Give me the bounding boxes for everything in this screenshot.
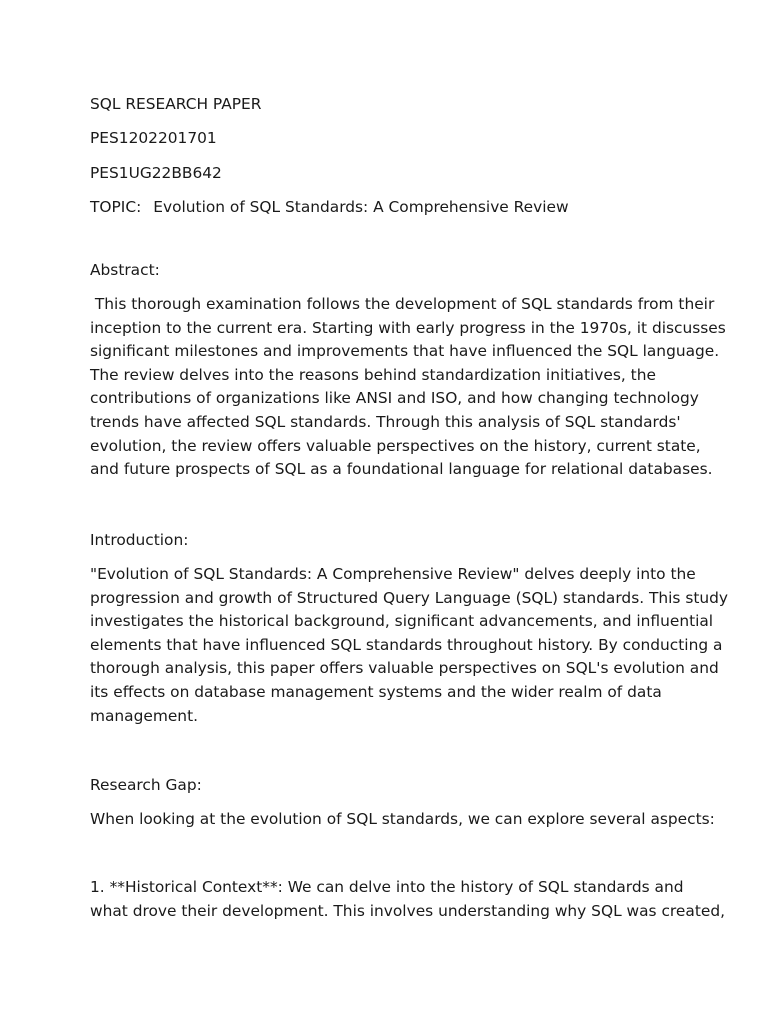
abstract-line: and future prospects of SQL as a foundational language for relational databases.: [90, 460, 713, 479]
abstract-line: trends have affected SQL standards. Through this analysis of SQL standards': [90, 412, 681, 431]
introduction-heading: Introduction:: [90, 531, 189, 549]
topic-text: Evolution of SQL Standards: A Comprehensive Review: [153, 198, 569, 216]
abstract-line: This thorough examination follows the development of SQL standards from their: [90, 295, 715, 313]
abstract-line: evolution, the review offers valuable perspectives on the history, current state,: [90, 436, 701, 455]
abstract-line: significant milestones and improvements that have influenced the SQL language.: [90, 342, 720, 361]
abstract-line: inception to the current era. Starting with early progress in the 1970s, it discusses: [90, 318, 726, 337]
abstract-heading: Abstract:: [90, 261, 160, 279]
introduction-line: management.: [90, 706, 198, 725]
introduction-line: progression and growth of Structured Query Language (SQL) standards. This study: [90, 588, 729, 607]
abstract-line: The review delves into the reasons behind standardization initiatives, the: [90, 365, 656, 384]
introduction-line: investigates the historical background, significant advancements, and influential: [90, 612, 714, 631]
topic-label: TOPIC:: [90, 198, 142, 216]
introduction-line: elements that have influenced SQL standards throughout history. By conducting a: [90, 635, 723, 654]
abstract-body: [90, 293, 726, 482]
research-gap-item-1: [90, 876, 725, 923]
introduction-line: its effects on database management systems and the wider realm of data: [90, 682, 662, 701]
abstract-line: contributions of organizations like ANSI and ISO, and how changing technology: [90, 389, 699, 408]
introduction-line: thorough analysis, this paper offers valuable perspectives on SQL's evolution and: [90, 659, 719, 678]
student-id-1: PES1202201701: [90, 129, 217, 147]
paper-title: SQL RESEARCH PAPER: [90, 95, 262, 113]
research-gap-intro: When looking at the evolution of SQL standards, we can explore several aspects:: [90, 810, 715, 828]
introduction-body: [90, 563, 729, 728]
topic-line: [90, 196, 569, 220]
research-gap-item-line: what drove their development. This involves understanding why SQL was created,: [90, 901, 725, 920]
research-gap-heading: Research Gap:: [90, 776, 202, 794]
student-id-2: PES1UG22BB642: [90, 164, 222, 182]
research-gap-item-line: 1. **Historical Context**: We can delve into the history of SQL standards and: [90, 878, 684, 896]
introduction-line: "Evolution of SQL Standards: A Comprehensive Review" delves deeply into the: [90, 565, 696, 583]
